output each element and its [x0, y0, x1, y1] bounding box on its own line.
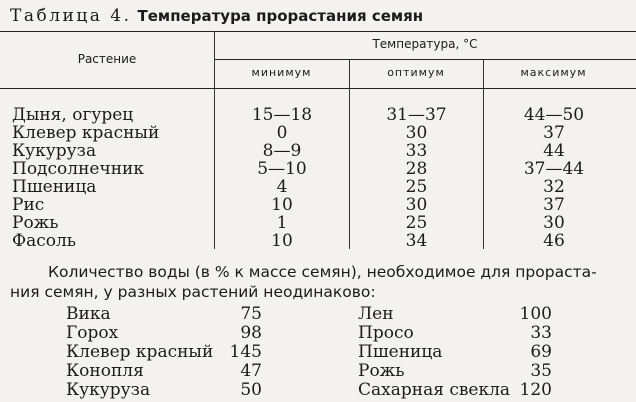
water-value: 50	[240, 380, 262, 400]
max-temp: 37	[543, 123, 565, 143]
min-temp: 8—9	[262, 141, 302, 161]
max-temp: 30	[543, 213, 565, 233]
water-intro-paragraph	[10, 262, 630, 302]
paragraph-line-2: ния семян, у разных растений неодинаково:	[10, 283, 376, 301]
min-temp: 10	[271, 195, 293, 215]
max-temp: 37—44	[523, 159, 585, 179]
table-row	[0, 231, 636, 249]
table-top-rule	[0, 31, 636, 32]
water-plant-name: Пшеница	[358, 342, 443, 362]
opt-temp: 33	[405, 141, 428, 161]
table-row	[0, 213, 636, 231]
max-temp: 32	[543, 177, 565, 197]
opt-temp: 25	[405, 213, 428, 233]
water-plant-name: Конопля	[66, 361, 144, 381]
water-plant-name: Горох	[66, 323, 119, 343]
water-plant-name: Вика	[66, 304, 111, 324]
table-row	[0, 123, 636, 141]
water-value: 120	[519, 380, 552, 400]
plant-name: Фасоль	[12, 231, 77, 251]
table-title: Температура прорастания семян	[137, 7, 424, 25]
max-temp: 44—50	[523, 105, 585, 125]
table-row	[0, 105, 636, 123]
max-temp: 46	[543, 231, 565, 251]
opt-temp: 28	[405, 159, 428, 179]
min-column-header: минимум	[251, 66, 312, 79]
table-row	[0, 177, 636, 195]
plant-name: Рис	[12, 195, 45, 215]
min-temp: 15—18	[251, 105, 313, 125]
temperature-header: Температура, °С	[372, 37, 478, 51]
water-value: 69	[530, 342, 552, 362]
max-column-header: максимум	[520, 66, 587, 79]
max-temp: 37	[543, 195, 565, 215]
opt-temp: 30	[405, 195, 428, 215]
plant-name: Пшеница	[12, 177, 97, 197]
min-temp: 0	[276, 123, 288, 143]
water-value: 33	[530, 323, 552, 343]
header-divider	[214, 59, 636, 60]
water-plant-name: Рожь	[358, 361, 405, 381]
opt-temp: 34	[405, 231, 428, 251]
opt-temp: 30	[405, 123, 428, 143]
water-plant-name: Просо	[358, 323, 414, 343]
plant-name: Клевер красный	[12, 123, 160, 143]
water-plant-name: Сахарная свекла	[358, 380, 511, 400]
paragraph-line-1: Количество воды (в % к массе семян), необходимое для прораста-	[48, 263, 597, 281]
plant-name: Рожь	[12, 213, 59, 233]
water-value: 75	[240, 304, 262, 324]
water-plant-name: Клевер красный	[66, 342, 214, 362]
min-temp: 5—10	[257, 159, 307, 179]
water-value: 35	[530, 361, 552, 381]
plant-name: Дыня, огурец	[12, 105, 134, 125]
water-value: 98	[240, 323, 262, 343]
table-row	[0, 141, 636, 159]
max-temp: 44	[543, 141, 565, 161]
opt-temp: 31—37	[386, 105, 447, 125]
header-bottom-rule	[0, 88, 636, 89]
opt-column-header: оптимум	[387, 66, 445, 79]
water-plant-name: Кукуруза	[66, 380, 151, 400]
plant-column-header: Растение	[77, 52, 137, 66]
water-plant-name: Лен	[358, 304, 394, 324]
table-caption	[10, 6, 423, 26]
water-value: 145	[229, 342, 262, 362]
opt-temp: 25	[405, 177, 428, 197]
plant-name: Кукуруза	[12, 141, 97, 161]
min-temp: 1	[276, 213, 288, 233]
table-row	[0, 159, 636, 177]
min-temp: 4	[276, 177, 288, 197]
table-row	[0, 195, 636, 213]
min-temp: 10	[271, 231, 293, 251]
water-value: 47	[240, 361, 262, 381]
table-number: Таблица 4.	[10, 6, 132, 26]
water-value: 100	[519, 304, 552, 324]
plant-name: Подсолнечник	[12, 159, 144, 179]
